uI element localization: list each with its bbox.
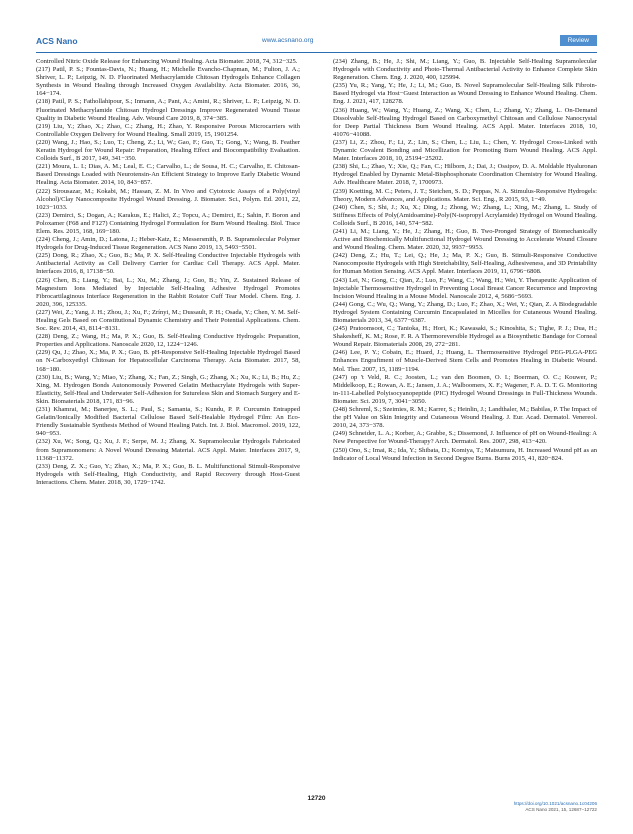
reference-entry: (228) Deng, Z.; Wang, H.; Ma, P. X.; Guo, B. Self-Healing Conductive Hydrogels: Preparation, Properties and Applications. Nanoscale 2020, 12, 1224−1246. <box>36 333 300 349</box>
reference-entry: (241) Li, M.; Liang, Y.; He, J.; Zhang, H.; Guo, B. Two-Pronged Strategy of Biomechanically Active and Biochemically Multifunctional Hydrogel Wound Dressing to Accelerate Wound Closure and Wound Healing. Chem. Mater. 2020, 32, 9937−9953. <box>333 227 597 252</box>
reference-entry: (227) Wei, Z.; Yang, J. H.; Zhou, J.; Xu, F.; Zrínyi, M.; Dussault, P. H.; Osada, Y.; Chen, Y. M. Self-Healing Gels Based on Constitutional Dynamic Chemistry and Their Potential Applications. Chem. Soc. Rev. 2014, 43, 8114−8131. <box>36 308 300 333</box>
journal-website-link[interactable]: www.acsnano.org <box>262 37 314 44</box>
reference-entry: (233) Deng, Z. X.; Guo, Y.; Zhao, X.; Ma, P. X.; Guo, B. L. Multifunctional Stimuli-Responsive Hydrogels with Self-Healing, High Conductivity, and Rapid Recovery through Host-Guest Interactions. Chem. Mater. 2018, 30, 1729−1742. <box>36 462 300 486</box>
reference-entry: (243) Lei, N.; Gong, C.; Qian, Z.; Luo, F.; Wang, C.; Wang, H.; Wei, Y. Therapeutic Application of Injectable Thermosensitive Hydrogel in Preventing Local Breast Cancer Recurrence and Improving Incision Wound Healing in a Mouse Model. Nanoscale 2012, 4, 5686−5693. <box>333 276 597 300</box>
article-type-badge: Review <box>560 35 597 46</box>
reference-entry: (240) Chen, S.; Shi, J.; Xu, X.; Ding, J.; Zhong, W.; Zhang, L.; Xing, M.; Zhang, L. Study of Stiffness Effects of Poly(Amidoamine)-Poly(N-isopropyl Acrylamide) Hydrogel on Wound Healing. Colloids Surf., B 2016, 140, 574−582. <box>333 203 597 227</box>
reference-entry: (248) Schreml, S.; Szeimies, R. M.; Karrer, S.; Heinlin, J.; Landthaler, M.; Babilas, P. The Impact of the pH Value on Skin Integrity and Cutaneous Wound Healing. J. Eur. Acad. Dermatol. Venereol. 2010, 24, 373−378. <box>333 406 597 430</box>
reference-entry: (234) Zhang, B.; He, J.; Shi, M.; Liang, Y.; Guo, B. Injectable Self-Healing Supramolecular Hydrogels with Conductivity and Photo-Thermal Antibacterial Activity to Enhance Complete Skin Regeneration. Chem. Eng. J. 2020, 400, 125994. <box>333 58 597 82</box>
reference-entry: (245) Pratoomsoot, C.; Tanioka, H.; Hori, K.; Kawasaki, S.; Kinoshita, S.; Tighe, P. J.; Dua, H.; Shakesheff, K. M.; Rose, F. R. A Thermoreversible Hydrogel as a Biosynthetic Bandage for Corneal Wound Repair. Biomaterials 2008, 29, 272−281. <box>333 325 597 349</box>
journal-citation: ACS Nano 2021, 15, 12687−12722 <box>525 807 597 812</box>
reference-entry: (250) Ono, S.; Imai, R.; Ida, Y.; Shibata, D.; Komiya, T.; Matsumura, H. Increased Wound pH as an Indicator of Local Wound Infection in Second Degree Burns. Burns 2015, 41, 820−824. <box>333 446 597 462</box>
reference-entry: Controlled Nitric Oxide Release for Enhancing Wound Healing. Acta Biomater. 2018, 74, 312−325. <box>36 58 298 65</box>
reference-entry: (220) Wang, J.; Hao, S.; Luo, T.; Cheng, Z.; Li, W.; Gao, F.; Guo, T.; Gong, Y.; Wang, B. Feather Keratin Hydrogel for Wound Repair: Preparation, Healing Effect and Biocompatibility Evaluation. Colloids Surf., B 2017, 149, 341−350. <box>36 138 300 163</box>
reference-entry: (225) Dong, R.; Zhao, X.; Guo, B.; Ma, P. X. Self-Healing Conductive Injectable Hydrogels with Antibacterial Activity as Cell Delivery Carrier for Cardiac Cell Therapy. ACS Appl. Mater. Interfaces 2016, 8, 17138−50. <box>36 252 300 276</box>
reference-entry: (221) Moura, L. I.; Dias, A. M.; Leal, E. C.; Carvalho, L.; de Sousa, H. C.; Carvalho, E. Chitosan-Based Dressings Loaded with Neurotensin-An Efficient Strategy to Improve Early Diabetic Wound Healing. Acta Biomater. 2014, 10, 843−857. <box>36 163 300 187</box>
reference-entry: (235) Yu, R.; Yang, Y.; He, J.; Li, M.; Guo, B. Novel Supramolecular Self-Healing Silk Fibroin-Based Hydrogel via Host−Guest Interaction as Wound Dressing to Enhance Wound Healing. Chem. Eng. J. 2021, 417, 128278. <box>333 82 597 106</box>
doi-link[interactable]: https://doi.org/10.1021/acsnano.1c04206 <box>513 801 597 806</box>
journal-name: ACS Nano <box>36 36 78 46</box>
reference-entry: (226) Chen, B.; Liang, Y.; Bai, L.; Xu, M.; Zhang, J.; Guo, B.; Yin, Z. Sustained Release of Magnesium Ions Mediated by Injectable Self-Healing Adhesive Hydrogel Promotes Fibrocartilaginous Interface Regeneration in the Rabbit Rotator Cuff Tear Model. Chem. Eng. J. 2020, 396, 125335. <box>36 276 300 308</box>
reference-entry: (231) Khamrai, M.; Banerjee, S. L.; Paul, S.; Samanta, S.; Kundu, P. P. Curcumin Entrapped Gelatin/Ionically Modified Bacterial Cellulose Based Self-Healable Hydrogel Film: An Eco-Friendly Sustainable Synthesis Method of Wound Healing Patch. Int. J. Biol. Macromol. 2019, 122, 940−953. <box>36 406 300 438</box>
reference-entry: (222) Sirousazar, M.; Kokabi, M.; Hassan, Z. M. In Vivo and Cytotoxic Assays of a Poly(vinyl Alcohol)/Clay Nanocomposite Hydrogel Wound Dressing. J. Biomater. Sci., Polym. Ed. 2011, 22, 1023−1033. <box>36 187 300 211</box>
reference-entry: (230) Liu, B.; Wang, Y.; Miao, Y.; Zhang, X.; Fan, Z.; Singh, G.; Zhang, X.; Xu, K.; Li, B.; Hu, Z.; Xing, M. Hydrogen Bonds Autonomously Powered Gelatin Methacrylate Hydrogels with Super-Elasticity, Self-Heal and Underwater Self-Adhesion for Sutureless Skin and Stomach Surgery and E-Skin. Biomaterials 2018, 171, 83−96. <box>36 373 300 405</box>
reference-entry: (247) op 't Veld, R. C.; Joosten, L.; van den Boomen, O. I.; Boerman, O. C.; Kouwer, P.; Middelkoop, E.; Rowan, A. E.; Jansen, J. A.; Walboomers, X. F.; Wagener, F. A. D. T. G. Monitoring in-111-Labelled Polyisocyanopeptide (PIC) Hydrogel Wound Dressings in Full-Thickness Wounds. Biomater. Sci. 2019, 7, 3041−3050. <box>333 373 597 405</box>
reference-entry: (237) Li, Z.; Zhou, F.; Li, Z.; Lin, S.; Chen, L.; Liu, L.; Chen, Y. Hydrogel Cross-Linked with Dynamic Covalent Bonding and Micellization for Promoting Burn Wound Healing. ACS Appl. Mater. Interfaces 2018, 10, 25194−25202. <box>333 138 597 163</box>
reference-entry: (218) Patil, P. S.; Fathollahipour, S.; Inmann, A.; Pant, A.; Amini, R.; Shriver, L. P.; Leipzig, N. D. Fluorinated Methacrylamide Chitosan Hydrogel Dressings Improve Regenerated Wound Tissue Quality in Diabetic Wound Healing. Adv. Wound Care 2019, 8, 374−385. <box>36 98 300 122</box>
reference-entry: (242) Deng, Z.; Hu, T.; Lei, Q.; He, J.; Ma, P. X.; Guo, B. Stimuli-Responsive Conductive Nanocomposite Hydrogels with High Stretchability, Self-Healing, Adhesiveness, and 3D Printability for Human Motion Sensing. ACS Appl. Mater. Interfaces 2019, 11, 6796−6808. <box>333 252 597 276</box>
reference-entry: (239) Koetting, M. C.; Peters, J. T.; Steichen, S. D.; Peppas, N. A. Stimulus-Responsive Hydrogels: Theory, Modern Advances, and Applications. Mater. Sci. Eng., R 2015, 93, 1−49. <box>333 187 597 203</box>
reference-entry: (232) Xu, W.; Song, Q.; Xu, J. F.; Serpe, M. J.; Zhang, X. Supramolecular Hydrogels Fabricated from Supramonomers: A Novel Wound Dressing Material. ACS Appl. Mater. Interfaces 2017, 9, 11368−11372. <box>36 438 300 462</box>
reference-entry: (244) Gong, C.; Wu, Q.; Wang, Y.; Zhang, D.; Luo, F.; Zhao, X.; Wei, Y.; Qian, Z. A Biodegradable Hydrogel System Containing Curcumin Encapsulated in Micelles for Cutaneous Wound Healing. Biomaterials 2013, 34, 6377−6387. <box>333 300 597 324</box>
reference-entry: (246) Lee, P. Y.; Cobain, E.; Huard, J.; Huang, L. Thermosensitive Hydrogel PEG-PLGA-PEG Enhances Engraftment of Muscle-Derived Stem Cells and Promotes Healing in Diabetic Wound. Mol. Ther. 2007, 15, 1189−1194. <box>333 349 597 373</box>
reference-entry: (224) Cheng, J.; Amin, D.; Latona, J.; Heber-Katz, E.; Messersmith, P. B. Supramolecular Polymer Hydrogels for Drug-Induced Tissue Regeneration. ACS Nano 2019, 13, 5493−5501. <box>36 236 300 252</box>
references-right-column <box>333 58 597 463</box>
header-divider <box>36 52 597 53</box>
reference-entry: (236) Huang, W.; Wang, Y.; Huang, Z.; Wang, X.; Chen, L.; Zhang, Y.; Zhang, L. On-Demand Dissolvable Self-Healing Hydrogel Based on Carboxymethyl Chitosan and Cellulose Nanocrystal for Deep Partial Thickness Burn Wound Healing. ACS Appl. Mater. Interfaces 2018, 10, 41076−41088. <box>333 106 597 138</box>
reference-entry: (238) Shi, L.; Zhao, Y.; Xie, Q.; Fan, C.; Hilborn, J.; Dai, J.; Ossipov, D. A. Moldable Hyaluronan Hydrogel Enabled by Dynamic Metal-Bisphosphonate Coordination Chemistry for Wound Healing. Adv. Healthcare Mater. 2018, 7, 1700973. <box>333 163 597 187</box>
page-number: 12720 <box>307 795 326 802</box>
footer-citation-block <box>514 801 597 813</box>
reference-entry: (217) Patil, P. S.; Fountas-Davis, N.; Huang, H.; Michelle Evancho-Chapman, M.; Fulton, J. A.; Shriver, L. P.; Leipzig, N. D. Fluorinated Methacrylamide Chitosan Hydrogels Enhance Collagen Synthesis in Wound Healing through Increased Oxygen Availability. Acta Biomater. 2016, 36, 164−174. <box>36 66 300 98</box>
reference-entry: (249) Schneider, L. A.; Korber, A.; Grabbe, S.; Dissemond, J. Influence of pH on Wound-Healing: A New Perspective for Wound-Therapy? Arch. Dermatol. Res. 2007, 298, 413−420. <box>333 430 597 446</box>
reference-entry: (223) Demirci, S.; Dogan, A.; Karakus, E.; Halici, Z.; Topcu, A.; Demirci, E.; Sahin, F. Boron and Poloxamer (F68 and F127) Containing Hydrogel Formulation for Burn Wound Healing. Biol. Trace Elem. Res. 2015, 168, 169−180. <box>36 211 300 235</box>
page-header <box>36 36 597 50</box>
reference-entry: (229) Qu, J.; Zhao, X.; Ma, P. X.; Guo, B. pH-Responsive Self-Healing Injectable Hydrogel Based on N-Carboxyethyl Chitosan for Hepatocellular Carcinoma Therapy. Acta Biomater. 2017, 58, 168−180. <box>36 349 300 373</box>
references-left-column <box>36 58 300 487</box>
reference-entry: (219) Liu, Y.; Zhao, X.; Zhao, C.; Zhang, H.; Zhao, Y. Responsive Porous Microcarriers with Controllable Oxygen Delivery for Wound Healing. Small 2019, 15, 1901254. <box>36 122 300 138</box>
